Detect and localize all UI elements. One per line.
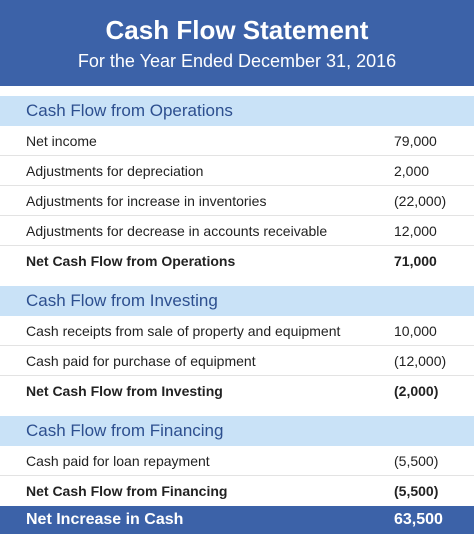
row-value: (5,500) — [394, 452, 439, 469]
table-row — [0, 346, 474, 376]
row-label: Adjustments for depreciation — [26, 162, 204, 179]
total-label: Net Cash Flow from Financing — [26, 483, 228, 499]
row-value: 10,000 — [394, 322, 437, 339]
table-row — [0, 316, 474, 346]
row-value: (22,000) — [394, 192, 447, 209]
section-heading-operations: Cash Flow from Operations — [0, 96, 474, 126]
table-row — [0, 446, 474, 476]
total-row-investing — [0, 376, 474, 406]
statement-title: Cash Flow Statement — [105, 15, 369, 45]
table-row — [0, 126, 474, 156]
row-label: Net income — [26, 132, 97, 149]
spacer — [0, 86, 474, 96]
row-label: Adjustments for decrease in accounts receivable — [26, 222, 328, 239]
total-value: 71,000 — [394, 253, 437, 269]
statement-header — [0, 0, 474, 86]
row-label: Adjustments for increase in inventories — [26, 192, 267, 209]
row-value: 12,000 — [394, 222, 437, 239]
row-label: Cash paid for loan repayment — [26, 452, 210, 469]
table-row — [0, 216, 474, 246]
table-row — [0, 186, 474, 216]
net-increase-label: Net Increase in Cash — [26, 511, 184, 528]
spacer — [0, 276, 474, 286]
net-increase-row — [0, 506, 474, 534]
section-heading-financing: Cash Flow from Financing — [0, 416, 474, 446]
net-increase-value: 63,500 — [394, 511, 443, 528]
total-row-financing — [0, 476, 474, 506]
row-label: Cash paid for purchase of equipment — [26, 352, 256, 369]
total-value: (2,000) — [394, 383, 439, 399]
row-value: (12,000) — [394, 352, 447, 369]
total-label: Net Cash Flow from Investing — [26, 383, 223, 399]
spacer — [0, 406, 474, 416]
total-value: (5,500) — [394, 483, 439, 499]
section-heading-investing: Cash Flow from Investing — [0, 286, 474, 316]
row-value: 2,000 — [394, 162, 430, 179]
table-row — [0, 156, 474, 186]
row-label: Cash receipts from sale of property and equipment — [26, 322, 341, 339]
row-value: 79,000 — [394, 132, 437, 149]
statement-subtitle: For the Year Ended December 31, 2016 — [77, 51, 397, 71]
total-row-operations — [0, 246, 474, 276]
total-label: Net Cash Flow from Operations — [26, 253, 236, 269]
